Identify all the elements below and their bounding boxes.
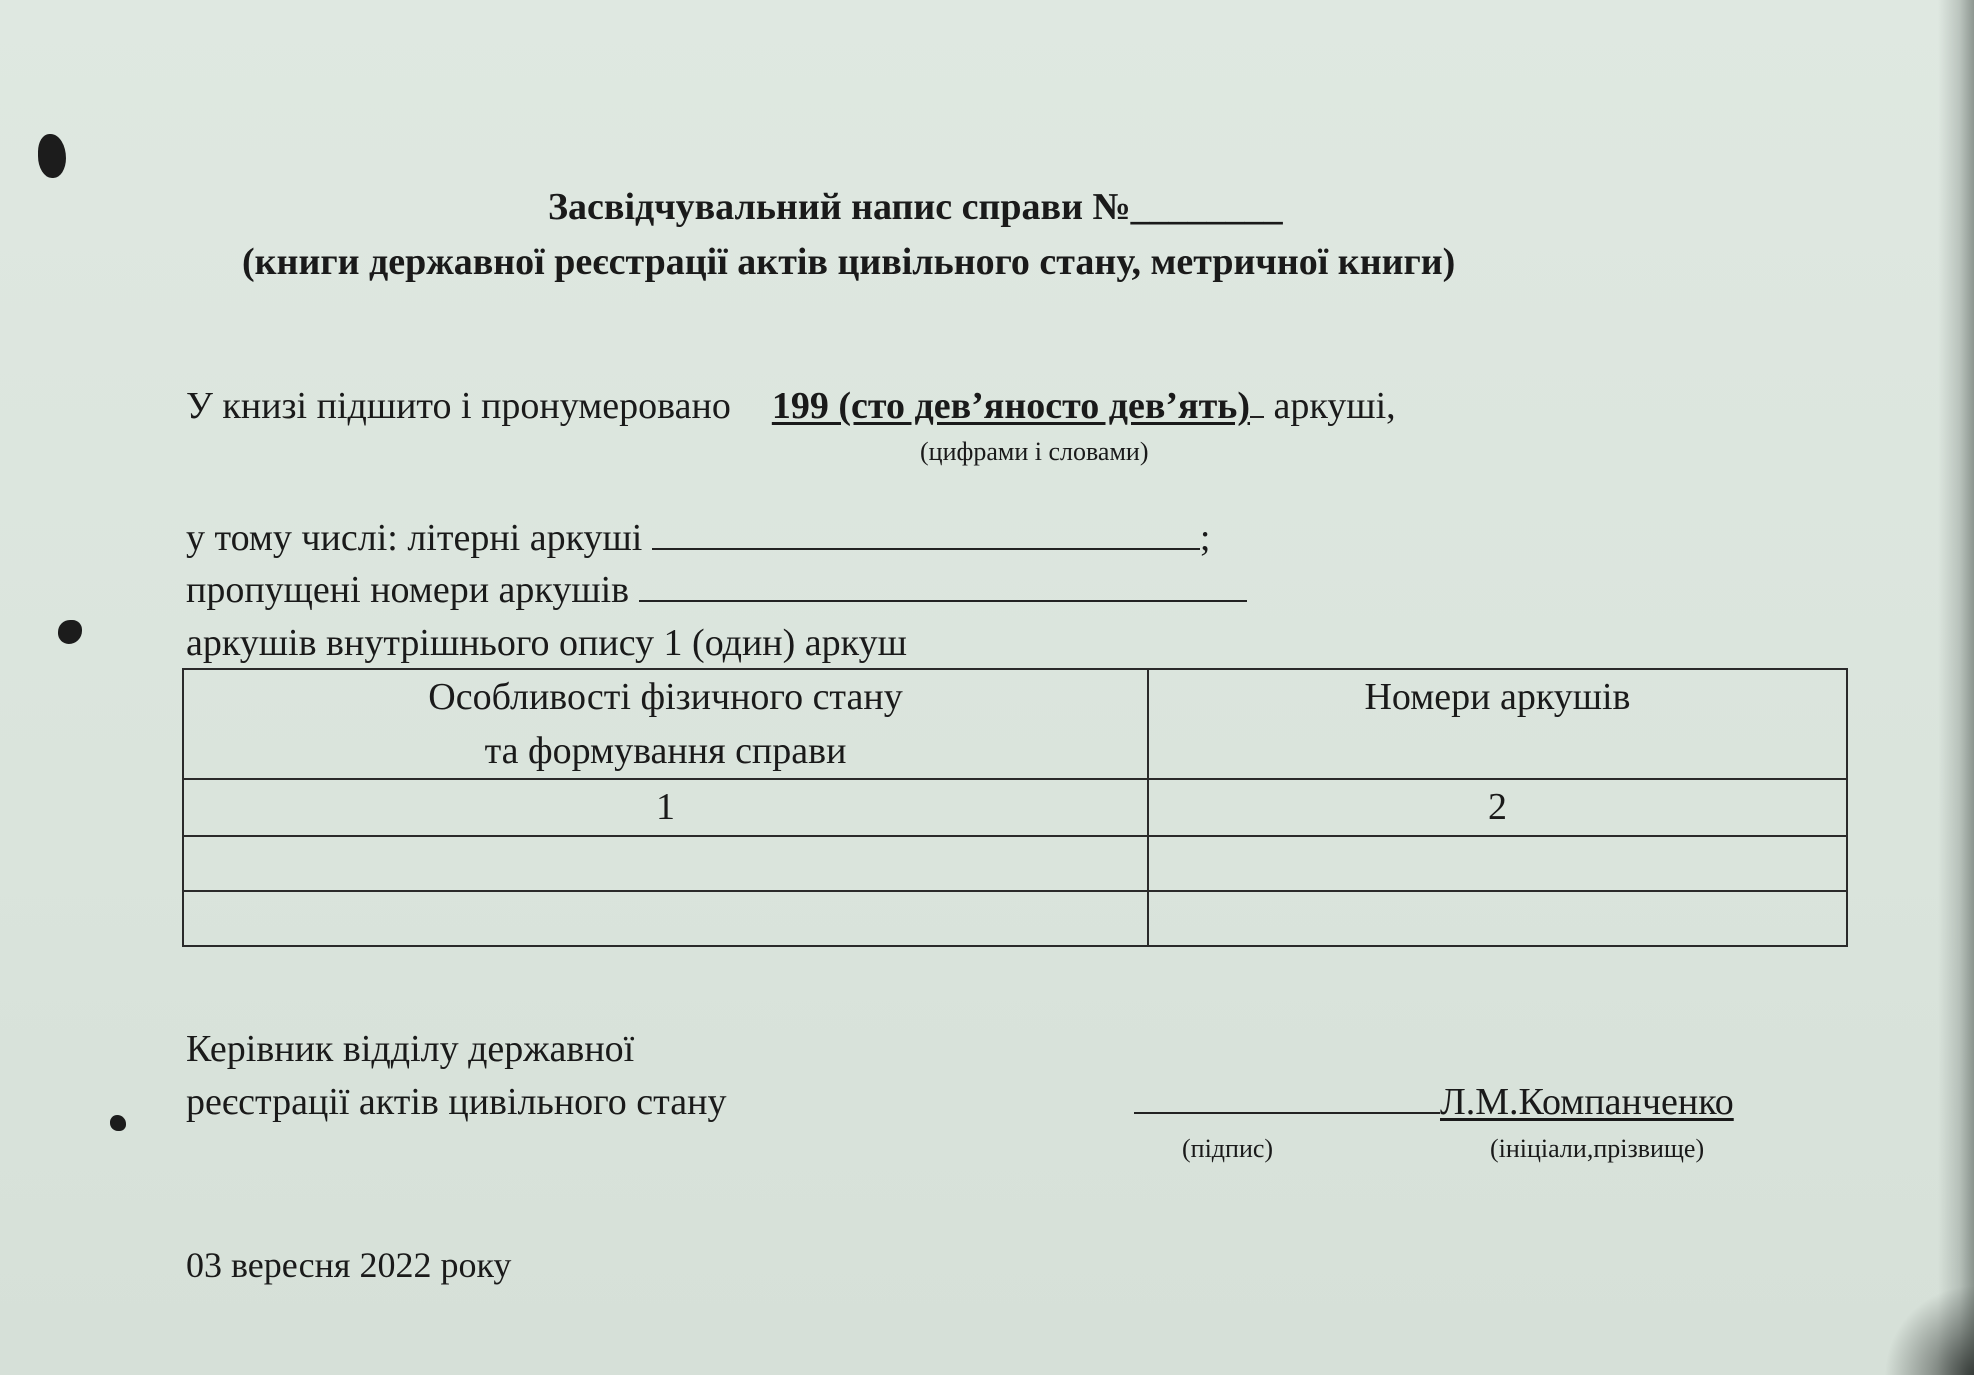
sheets-value: 199 (сто дев’яносто дев’ять) — [771, 385, 1251, 427]
missing-numbers-label: пропущені номери аркушів — [186, 569, 630, 611]
table-row — [183, 836, 1847, 891]
corner-shadow — [1884, 1285, 1974, 1375]
sheets-value-tail — [1250, 416, 1264, 418]
signer-name: Л.М.Компанченко — [1440, 1081, 1734, 1123]
table-row — [183, 891, 1847, 946]
signature-blank — [1134, 1112, 1440, 1114]
position-line-2: реєстрації актів цивільного стану — [186, 1081, 727, 1123]
missing-numbers-line — [186, 568, 1247, 612]
table-cell-empty — [183, 836, 1148, 891]
title-line-1 — [548, 185, 1974, 229]
letter-sheets-label: у тому числі: літерні аркуші — [186, 517, 643, 559]
letter-sheets-end: ; — [1199, 517, 1211, 559]
case-number-blank: ________ — [1130, 186, 1283, 228]
table-index-row — [183, 779, 1847, 836]
header-cell-physical-state — [183, 669, 1148, 779]
position-line-1: Керівник відділу державної — [186, 1028, 635, 1070]
table-cell-empty — [1148, 836, 1847, 891]
sheets-count-line — [186, 384, 1396, 428]
table-cell-empty — [1148, 891, 1847, 946]
header-cell-sheet-numbers — [1148, 669, 1847, 779]
punch-hole-mark-top — [38, 134, 66, 178]
table-header-row — [183, 669, 1847, 779]
physical-state-table — [182, 668, 1848, 947]
index-cell-2: 2 — [1148, 779, 1847, 836]
sheets-prefix: У книзі підшито і пронумеровано — [186, 385, 731, 427]
signature-hint: (підпис) — [1182, 1134, 1274, 1163]
document-date: 03 вересня 2022 року — [186, 1245, 512, 1285]
inner-inventory-line: аркушів внутрішнього опису 1 (один) аркуш — [186, 622, 907, 664]
header-sheet-numbers: Номери аркушів — [1364, 676, 1631, 718]
missing-numbers-blank — [639, 600, 1247, 602]
punch-hole-mark-bottom — [110, 1115, 126, 1131]
punch-hole-mark-middle — [58, 620, 82, 644]
letter-sheets-blank — [652, 548, 1200, 550]
title-text: Засвідчувальний напис справи № — [548, 186, 1131, 228]
header-physical-state-line2: та формування справи — [484, 730, 847, 772]
name-hint: (ініціали,прізвище) — [1490, 1134, 1705, 1163]
sheets-suffix: аркуші, — [1273, 385, 1396, 427]
header-physical-state-line1: Особливості фізичного стану — [428, 676, 903, 718]
table-cell-empty — [183, 891, 1148, 946]
letter-sheets-line — [186, 516, 1210, 560]
index-cell-1: 1 — [183, 779, 1148, 836]
title-line-2: (книги державної реєстрації актів цивільного стану, метричної книги) — [242, 241, 1456, 283]
sheets-hint: (цифрами і словами) — [920, 437, 1149, 466]
signature-line — [1134, 1080, 1734, 1124]
